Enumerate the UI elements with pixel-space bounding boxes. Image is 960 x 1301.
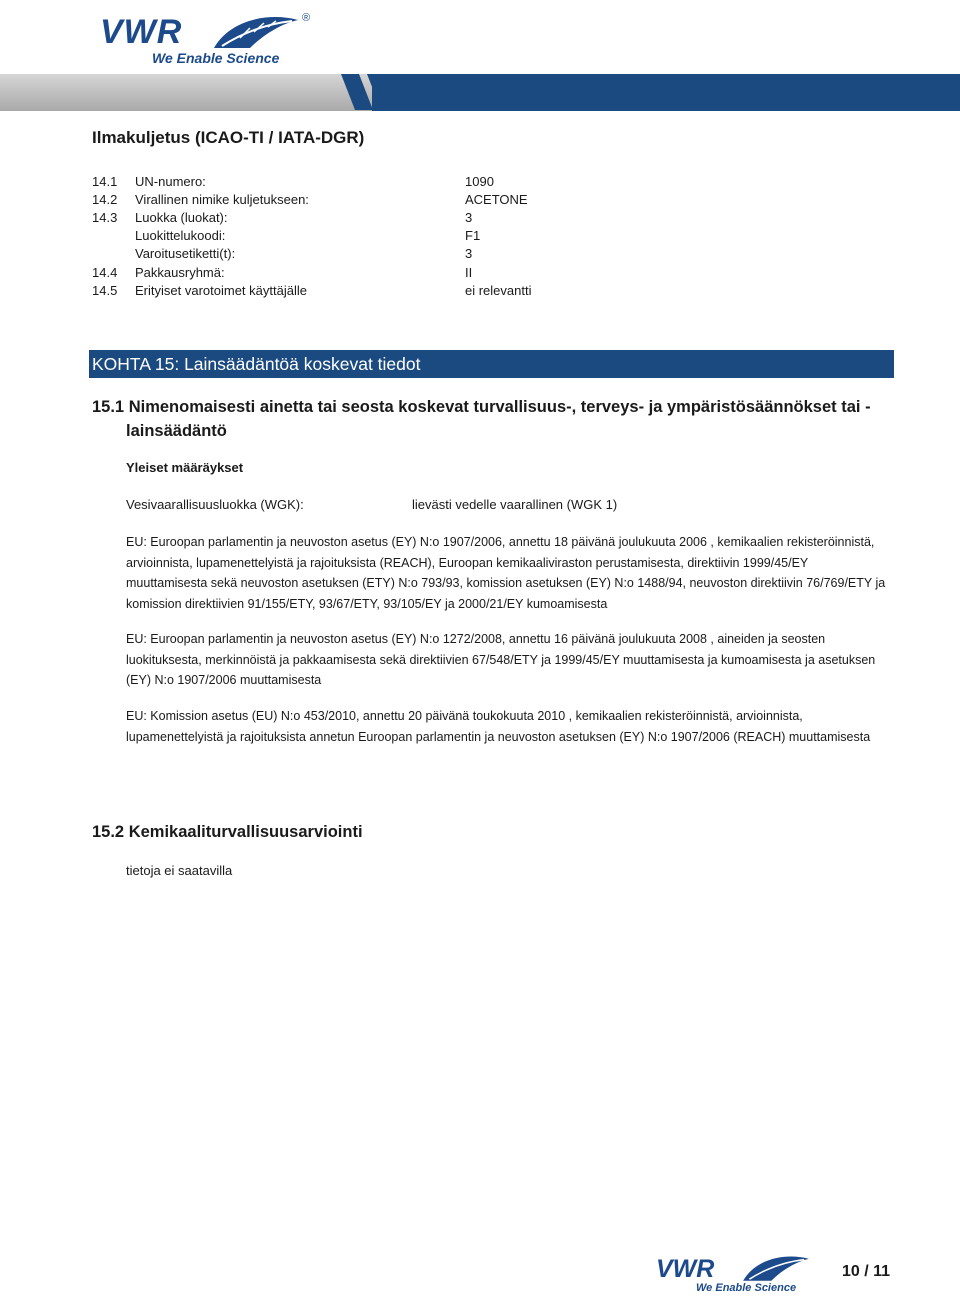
row-value: 3 [465, 246, 473, 261]
vwr-logo [100, 12, 315, 66]
logo-wordmark: VWR [100, 13, 183, 51]
row-label: Erityiset varotoimet käyttäjälle [135, 283, 307, 298]
row-number: 14.2 [92, 192, 118, 207]
footer-logo-tagline: We Enable Science [696, 1282, 797, 1294]
row-number: 14.3 [92, 210, 118, 225]
wgk-value: lievästi vedelle vaarallinen (WGK 1) [412, 497, 618, 512]
logo-tagline: We Enable Science [152, 50, 280, 66]
row-label: Varoitusetiketti(t): [135, 246, 236, 261]
row-value: 3 [465, 210, 473, 225]
leaf-icon [210, 14, 302, 52]
general-regulations-heading: Yleiset määräykset [126, 460, 244, 475]
row-value: F1 [465, 228, 481, 243]
row-number: 14.4 [92, 265, 118, 280]
air-transport-title: Ilmakuljetus (ICAO-TI / IATA-DGR) [92, 128, 365, 147]
row-number: 14.5 [92, 283, 118, 298]
row-label: Virallinen nimike kuljetukseen: [135, 192, 309, 207]
regulation-paragraph: EU: Euroopan parlamentin ja neuvoston asetus (EY) N:o 1907/2006, annettu 18 päivänä joulukuuta 2006 , kemikaalien rekisteröinnistä, arvioinnista, lupamenettelyistä ja rajoituksista (REACH), Euroopan kemikaaliviraston perustamisesta, direktiivin 1999/45/EY muuttamisesta sekä neuvoston asetuksen (ETY) N:o 793/93, komission asetuksen (EY) N:o 1488/94, neuvoston direktiivin 76/769/ETY ja komission direktiivien 91/155/ETY, 93/67/ETY, 93/105/EY ja 2000/21/EY kumoamisesta [126, 535, 886, 611]
section-15-header [89, 350, 894, 378]
row-value: ACETONE [465, 192, 528, 207]
row-number: 14.1 [92, 174, 118, 189]
row-label: Luokittelukoodi: [135, 228, 226, 243]
vwr-chevron-marks-icon [333, 70, 473, 114]
regulation-paragraph: EU: Euroopan parlamentin ja neuvoston asetus (EY) N:o 1272/2008, annettu 16 päivänä joulukuuta 2008 , aineiden ja seosten luokituksesta, merkinnöistä ja pakkaamisesta sekä direktiivien 67/548/ETY ja 1999/45/EY muuttamisesta ja kumoamisesta ja asetuksen (EY) N:o 1907/2006 muuttamisesta [126, 632, 876, 687]
footer-logo-wordmark: VWR [656, 1255, 715, 1283]
assessment-text: tietoja ei saatavilla [126, 863, 233, 878]
subsection-15-2-title: 15.2 Kemikaaliturvallisuusarviointi [92, 823, 363, 841]
registered-mark: ® [302, 12, 311, 24]
row-value: II [465, 265, 473, 280]
page-number: 10 / 11 [842, 1263, 891, 1280]
footer-leaf-icon [740, 1254, 812, 1284]
subsection-15-1-title: 15.1 Nimenomaisesti ainetta tai seosta koskevat turvallisuus-, terveys- ja ympäristösäännökset tai -lainsäädäntö [92, 398, 871, 440]
wgk-label: Vesivaarallisuusluokka (WGK): [126, 497, 304, 512]
row-label: Pakkausryhmä: [135, 265, 225, 280]
section-title: KOHTA 15: Lainsäädäntöä koskevat tiedot [92, 354, 421, 374]
row-value: 1090 [465, 174, 494, 189]
regulation-paragraph: EU: Komission asetus (EU) N:o 453/2010, annettu 20 päivänä toukokuuta 2010 , kemikaalien rekisteröinnistä, arvioinnista, lupamenettelyistä ja rajoituksista annetun Euroopan parlamentin ja neuvoston asetuksen (EY) N:o 1907/2006 (REACH) muuttamisesta [126, 709, 871, 744]
row-label: UN-numero: [135, 174, 206, 189]
footer-vwr-logo [656, 1254, 816, 1296]
row-value: ei relevantti [465, 283, 532, 298]
row-label: Luokka (luokat): [135, 210, 228, 225]
